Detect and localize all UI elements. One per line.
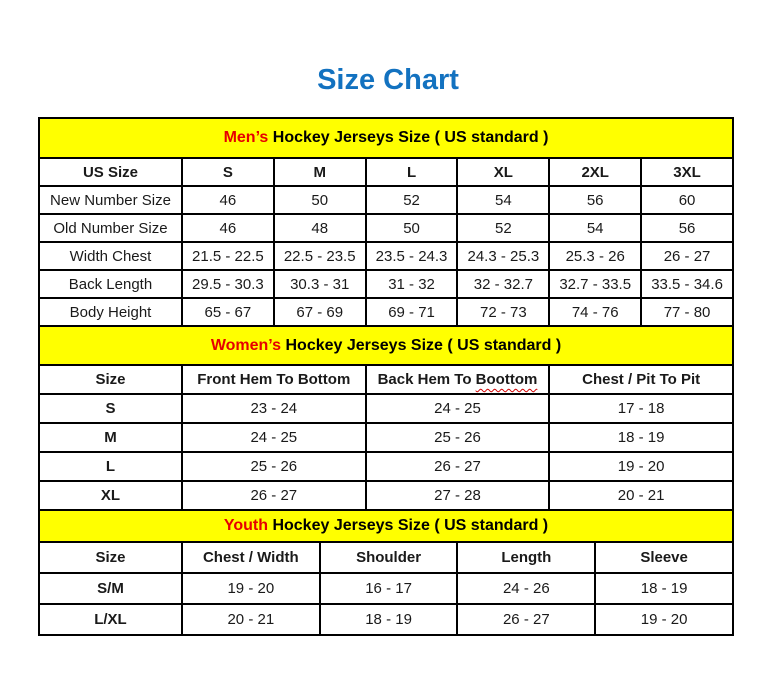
table-row — [39, 604, 733, 635]
value-cell: 26 - 27 — [182, 481, 366, 510]
youth-column-header-row — [39, 542, 733, 573]
column-header-cell: Sleeve — [595, 542, 733, 573]
row-label-cell: New Number Size — [39, 186, 182, 214]
column-header-cell: Shoulder — [320, 542, 458, 573]
column-header-cell: Back Hem To Boottom — [366, 365, 550, 394]
youth-heading-highlight: Youth — [223, 517, 268, 534]
value-cell: 52 — [457, 214, 549, 242]
size-chart — [38, 117, 734, 636]
table-row — [39, 481, 733, 510]
value-cell: 50 — [274, 186, 366, 214]
column-header-cell: S — [182, 158, 274, 186]
table-row — [39, 270, 733, 298]
value-cell: 18 - 19 — [595, 573, 733, 604]
column-header-cell: M — [274, 158, 366, 186]
value-cell: 25 - 26 — [366, 423, 550, 452]
value-cell: 46 — [182, 186, 274, 214]
row-label-cell: S — [39, 394, 182, 423]
row-label-cell: M — [39, 423, 182, 452]
value-cell: 26 - 27 — [457, 604, 595, 635]
youth-section-heading: Youth Hockey Jerseys Size ( US standard ) — [39, 510, 733, 542]
row-label-cell: Width Chest — [39, 242, 182, 270]
value-cell: 52 — [366, 186, 458, 214]
table-row — [39, 214, 733, 242]
column-header-cell: Size — [39, 542, 182, 573]
value-cell: 67 - 69 — [274, 298, 366, 326]
value-cell: 56 — [549, 186, 641, 214]
column-header-cell: L — [366, 158, 458, 186]
value-cell: 77 - 80 — [641, 298, 733, 326]
womens-column-header-row — [39, 365, 733, 394]
column-header-cell: 3XL — [641, 158, 733, 186]
value-cell: 25 - 26 — [182, 452, 366, 481]
mens-column-header-row — [39, 158, 733, 186]
row-label-cell: L/XL — [39, 604, 182, 635]
value-cell: 60 — [641, 186, 733, 214]
value-cell: 18 - 19 — [320, 604, 458, 635]
table-row — [39, 423, 733, 452]
page-title: Size Chart — [317, 64, 459, 96]
value-cell: 26 - 27 — [641, 242, 733, 270]
value-cell: 48 — [274, 214, 366, 242]
value-cell: 24 - 26 — [457, 573, 595, 604]
value-cell: 54 — [549, 214, 641, 242]
value-cell: 17 - 18 — [549, 394, 733, 423]
mens-section-heading: Men’s Hockey Jerseys Size ( US standard ) — [39, 118, 733, 158]
value-cell: 23.5 - 24.3 — [366, 242, 458, 270]
column-header-cell: Front Hem To Bottom — [182, 365, 366, 394]
value-cell: 25.3 - 26 — [549, 242, 641, 270]
value-cell: 19 - 20 — [549, 452, 733, 481]
value-cell: 65 - 67 — [182, 298, 274, 326]
row-label-cell: Old Number Size — [39, 214, 182, 242]
womens-section-heading: Women’s Hockey Jerseys Size ( US standard ) — [39, 326, 733, 365]
value-cell: 22.5 - 23.5 — [274, 242, 366, 270]
value-cell: 16 - 17 — [320, 573, 458, 604]
value-cell: 46 — [182, 214, 274, 242]
value-cell: 31 - 32 — [366, 270, 458, 298]
table-row — [39, 573, 733, 604]
column-header-cell: Chest / Pit To Pit — [549, 365, 733, 394]
mens-heading-highlight: Men’s — [223, 129, 269, 146]
table-row — [39, 298, 733, 326]
value-cell: 33.5 - 34.6 — [641, 270, 733, 298]
row-label-cell: S/M — [39, 573, 182, 604]
value-cell: 20 - 21 — [549, 481, 733, 510]
value-cell: 32.7 - 33.5 — [549, 270, 641, 298]
row-label-cell: XL — [39, 481, 182, 510]
value-cell: 32 - 32.7 — [457, 270, 549, 298]
value-cell: 50 — [366, 214, 458, 242]
youth-size-table — [38, 509, 734, 636]
value-cell: 24 - 25 — [182, 423, 366, 452]
value-cell: 29.5 - 30.3 — [182, 270, 274, 298]
value-cell: 54 — [457, 186, 549, 214]
value-cell: 24.3 - 25.3 — [457, 242, 549, 270]
womens-heading-highlight: Women’s — [210, 336, 282, 354]
value-cell: 23 - 24 — [182, 394, 366, 423]
value-cell: 21.5 - 22.5 — [182, 242, 274, 270]
table-row — [39, 394, 733, 423]
table-row — [39, 242, 733, 270]
row-label-cell: Back Length — [39, 270, 182, 298]
spellcheck-underline: Boottom — [475, 371, 538, 388]
value-cell: 27 - 28 — [366, 481, 550, 510]
value-cell: 19 - 20 — [595, 604, 733, 635]
row-label-cell: Body Height — [39, 298, 182, 326]
value-cell: 18 - 19 — [549, 423, 733, 452]
table-row — [39, 186, 733, 214]
value-cell: 19 - 20 — [182, 573, 320, 604]
column-header-cell: Size — [39, 365, 182, 394]
column-header-cell: 2XL — [549, 158, 641, 186]
value-cell: 72 - 73 — [457, 298, 549, 326]
column-header-cell: XL — [457, 158, 549, 186]
column-header-cell: US Size — [39, 158, 182, 186]
value-cell: 26 - 27 — [366, 452, 550, 481]
womens-size-table — [38, 325, 734, 511]
value-cell: 74 - 76 — [549, 298, 641, 326]
value-cell: 56 — [641, 214, 733, 242]
value-cell: 69 - 71 — [366, 298, 458, 326]
table-row — [39, 452, 733, 481]
row-label-cell: L — [39, 452, 182, 481]
value-cell: 20 - 21 — [182, 604, 320, 635]
column-header-cell: Chest / Width — [182, 542, 320, 573]
value-cell: 30.3 - 31 — [274, 270, 366, 298]
value-cell: 24 - 25 — [366, 394, 550, 423]
column-header-cell: Length — [457, 542, 595, 573]
mens-size-table — [38, 117, 734, 327]
